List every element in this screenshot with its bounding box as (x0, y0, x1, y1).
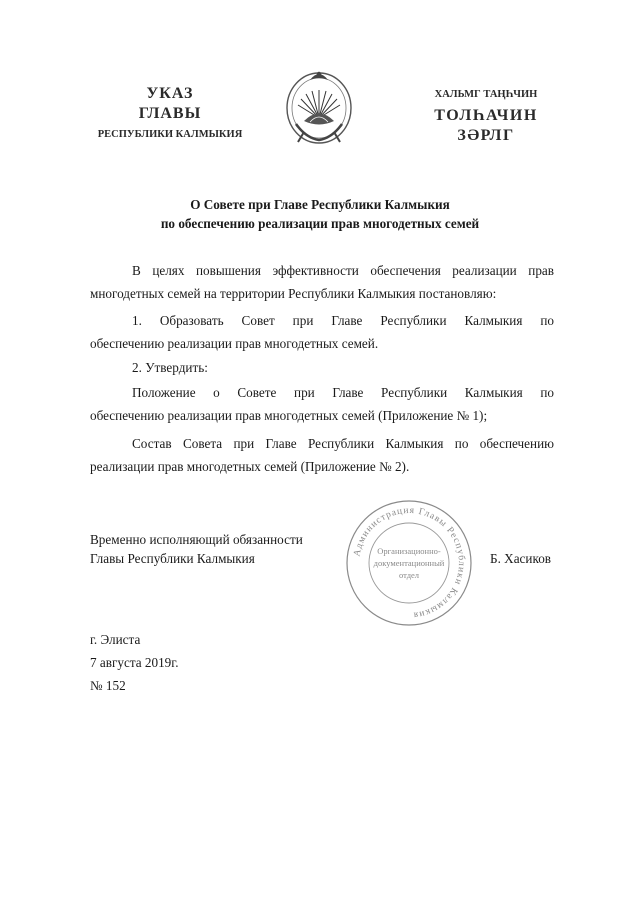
text-line: обеспечению реализации прав многодетных семей. (90, 336, 379, 351)
document-title (80, 195, 560, 233)
document-footer (90, 628, 179, 697)
issue-city: г. Элиста (90, 632, 141, 647)
signatory-position (90, 530, 303, 568)
signatory-name: Б. Хасиков (490, 551, 552, 566)
header-right-block (386, 88, 586, 146)
text-line: многодетных семей на территории Республики Калмыкия постановляю: (90, 286, 497, 301)
stamp-inner-text: документационный (373, 558, 445, 568)
paragraph-appendix-1 (90, 381, 554, 427)
paragraph-item-1 (90, 309, 554, 355)
text-line: обеспечению реализации прав многодетных семей (Приложение № 1); (90, 408, 488, 423)
issuer-title: ГЛАВЫ (138, 105, 202, 122)
stamp-inner-text: Организационно- (377, 546, 441, 556)
coat-of-arms-icon (284, 66, 354, 146)
paragraph-item-2 (90, 356, 554, 379)
official-stamp (344, 498, 474, 628)
issuer-title-kalmyk: ТОЛҺАЧИН (434, 107, 538, 124)
signatory-position-line: Главы Республики Калмыкия (90, 551, 255, 566)
text-line: 1. Образовать Совет при Главе Республики Калмыкия по (132, 313, 554, 328)
doc-type-title: УКАЗ (146, 85, 194, 102)
document-number: № 152 (90, 678, 126, 693)
document-title-line: по обеспечению реализации прав многодетных семей (160, 216, 480, 231)
stamp-outer-text: Администрация Главы Республики Калмыкия (352, 505, 467, 620)
issuer-region-kalmyk: ХАЛЬМГ ТАҢҺЧИН (434, 89, 538, 100)
issue-date: 7 августа 2019г. (90, 655, 179, 670)
text-line: Состав Совета при Главе Республики Калмыкия по обеспечению (132, 436, 554, 451)
signatory-position-line: Временно исполняющий обязанности (90, 532, 303, 547)
doc-type-title-kalmyk: ЗӘРЛГ (457, 127, 515, 144)
text-line: В целях повышения эффективности обеспечения реализации прав (132, 263, 554, 278)
text-line: 2. Утвердить: (132, 360, 208, 375)
text-line: Положение о Совете при Главе Республики Калмыкия по (132, 385, 554, 400)
issuer-region: РЕСПУБЛИКИ КАЛМЫКИЯ (97, 129, 243, 140)
document-title-line: О Совете при Главе Республики Калмыкия (190, 197, 450, 212)
header-left-block (60, 84, 280, 143)
paragraph-preamble (90, 259, 554, 305)
stamp-inner-text: отдел (398, 570, 420, 580)
text-line: реализации прав многодетных семей (Приложение № 2). (90, 459, 410, 474)
paragraph-appendix-2 (90, 432, 554, 478)
